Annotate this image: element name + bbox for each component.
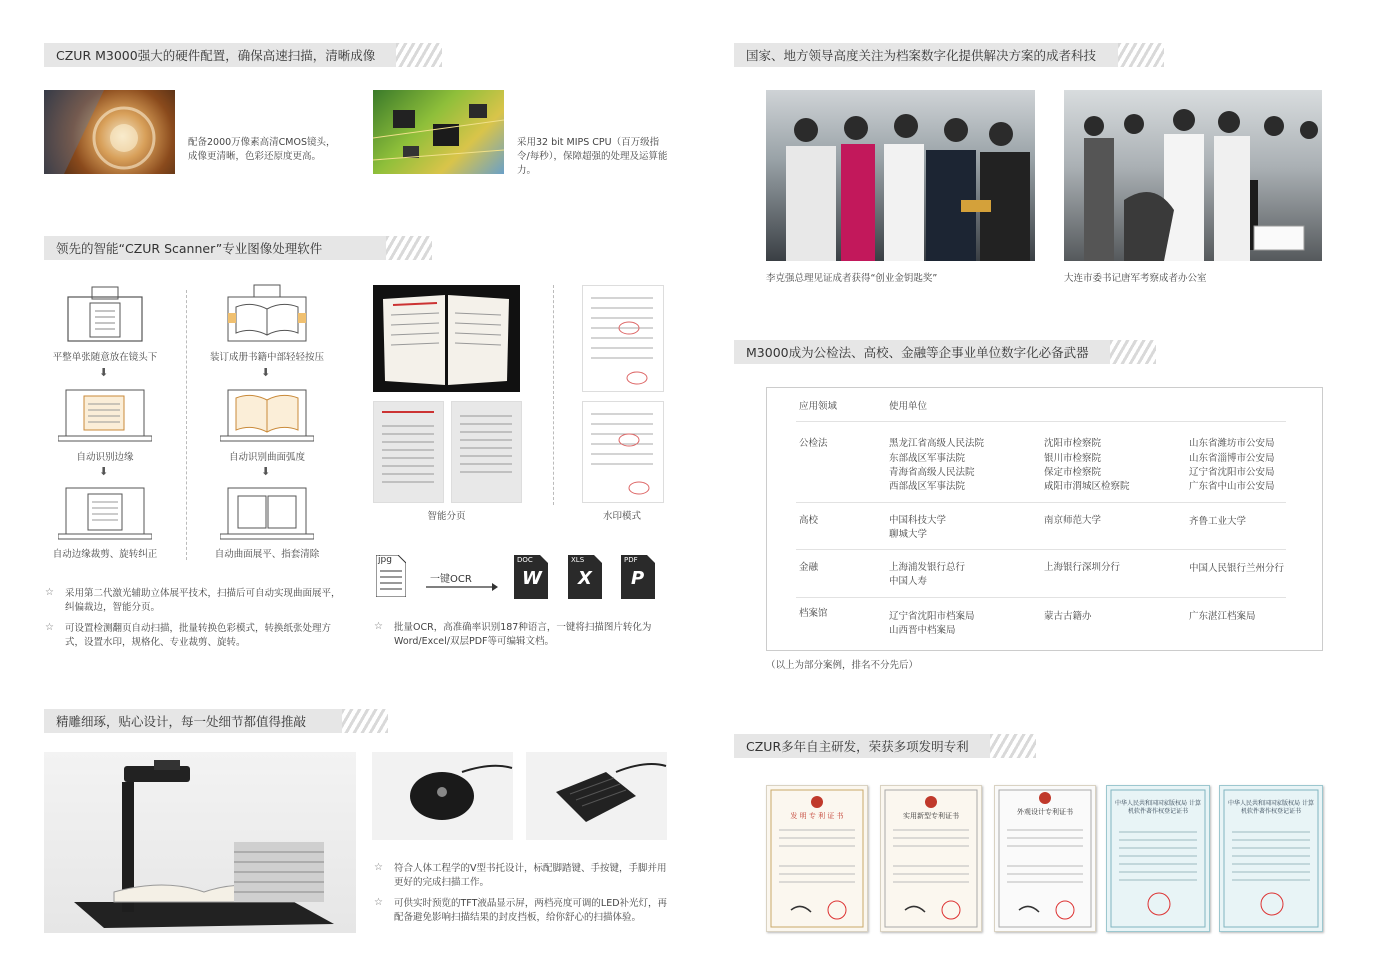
scanner-product-photo — [44, 752, 356, 933]
certificate-graphic — [767, 786, 867, 931]
users-note: （以上为部分案例，排名不分先后） — [766, 660, 919, 671]
split-page-right — [451, 401, 522, 503]
row-unit: 中国人民银行兰州分行 — [1189, 563, 1285, 574]
users-title: M3000成为公检法、高校、金融等企事业单位数字化必备武器 — [734, 340, 1110, 364]
header-decoration — [396, 43, 442, 67]
design-patent-certificate — [994, 785, 1096, 932]
row-unit: 辽宁省沈阳市档案局 — [889, 611, 975, 622]
row-field: 公检法 — [799, 438, 828, 449]
certificate-title: 中华人民共和国国家版权局 计算机软件著作权登记证书 — [1115, 800, 1201, 815]
laptop-flatten-icon — [220, 486, 314, 542]
watermark-caption: 水印模式 — [602, 511, 641, 522]
row-unit: 东部战区军事法院 — [889, 453, 966, 464]
ocr-label: 一键OCR — [430, 574, 472, 585]
office-graphic — [1064, 90, 1322, 261]
pdf-letter: P — [631, 568, 645, 589]
software-bullet1: 采用第二代激光辅助立体展平技术，扫描后可自动实现曲面展平，纠偏裁边，智能分页。 — [65, 588, 341, 613]
software-bullet3: 批量OCR，高准确率识别187种语言，一键将扫描图片转化为Word/Excel/双层PDF等可编辑文档。 — [394, 622, 652, 647]
row-unit: 中国人寿 — [889, 576, 928, 587]
pdf-file-icon — [621, 555, 651, 597]
row-unit: 聊城大学 — [889, 529, 928, 540]
certificate-title: 中华人民共和国国家版权局 计算机软件著作权登记证书 — [1228, 800, 1314, 815]
lens-photo — [44, 90, 175, 174]
down-arrow-icon: ⬇ — [261, 366, 271, 379]
laptop-edge-icon — [58, 388, 152, 444]
page-lines — [452, 402, 521, 502]
row-unit: 广东省中山市公安局 — [1189, 481, 1275, 492]
star-icon: ☆ — [45, 587, 54, 598]
column-divider — [186, 290, 187, 560]
col-header-field: 应用领域 — [799, 401, 838, 412]
hardware-item1-text: 配备2000万像素高清CMOS镜头，成像更清晰，色彩还原度更高。 — [188, 137, 336, 162]
row-unit: 蒙古古籍办 — [1044, 611, 1092, 622]
premier-visit-photo — [766, 90, 1035, 261]
laptop-crop-icon — [58, 486, 152, 542]
hand-button-photo — [372, 752, 513, 840]
word-letter: W — [522, 568, 542, 589]
design-section-header — [44, 709, 388, 733]
row-unit: 西部战区军事法院 — [889, 481, 966, 492]
users-section-header — [734, 340, 1156, 364]
down-arrow-icon: ⬇ — [99, 366, 109, 379]
jpg-file-icon — [376, 555, 406, 597]
doc-label: DOC — [517, 556, 533, 564]
row-unit: 山东省潍坊市公安局 — [1189, 438, 1275, 449]
step-a3-label: 自动边缘裁剪、旋转纠正 — [52, 549, 158, 560]
step-a1-label: 平整单张随意放在镜头下 — [52, 352, 158, 363]
star-icon: ☆ — [374, 621, 383, 632]
leaders-title: 国家、地方领导高度关注为档案数字化提供解决方案的成者科技 — [734, 43, 1118, 67]
hand-button-graphic — [372, 752, 513, 840]
header-decoration — [342, 709, 388, 733]
step-b3-label: 自动曲面展平、指套清除 — [214, 549, 320, 560]
row-unit: 南京师范大学 — [1044, 515, 1102, 526]
header-decoration — [1118, 43, 1164, 67]
doc-file-icon — [514, 555, 544, 597]
patents-section-header — [734, 734, 1036, 758]
design-bullet2: 可供实时预览的TFT液晶显示屏，两档亮度可调的LED补光灯，再配备避免影响扫描结果的封皮挡板，给你舒心的扫描体验。 — [394, 898, 668, 923]
design-title: 精雕细琢，贴心设计，每一处细节都值得推敲 — [44, 709, 342, 733]
hardware-title: CZUR M3000强大的硬件配置，确保高速扫描，清晰成像 — [44, 43, 396, 67]
table-divider — [796, 549, 1286, 550]
row-unit: 黑龙江省高级人民法院 — [889, 438, 985, 449]
software-section-header — [44, 236, 432, 260]
down-arrow-icon: ⬇ — [261, 465, 271, 478]
utility-patent-certificate — [880, 785, 982, 932]
smart-split-caption: 智能分页 — [427, 511, 466, 522]
row-unit: 青海省高级人民法院 — [889, 467, 975, 478]
doc-lines — [583, 402, 663, 502]
split-page-left — [373, 401, 444, 503]
software-copyright-certificate-1 — [1106, 785, 1210, 932]
laptop-curve-icon — [220, 388, 314, 444]
row-unit: 沈阳市检察院 — [1044, 438, 1102, 449]
lens-graphic — [44, 90, 175, 174]
secretary-visit-photo — [1064, 90, 1322, 261]
row-unit: 广东湛江档案局 — [1189, 611, 1256, 622]
certificate-title: 实用新型专利证书 — [903, 812, 959, 820]
certificate-title: 发 明 专 利 证 书 — [790, 812, 844, 820]
book-scan-photo — [373, 285, 520, 392]
software-copyright-certificate-2 — [1219, 785, 1323, 932]
foot-pedal-photo — [526, 752, 667, 840]
right-arrow-icon — [426, 583, 498, 591]
row-unit: 山西晋中档案局 — [889, 625, 956, 636]
software-title: 领先的智能“CZUR Scanner”专业图像处理软件 — [44, 236, 386, 260]
star-icon: ☆ — [374, 862, 383, 873]
column-divider — [553, 285, 554, 505]
photo1-caption: 李克强总理见证成者获得“创业金钥匙奖” — [766, 273, 938, 284]
photo2-caption: 大连市委书记唐军考察成者办公室 — [1064, 273, 1207, 284]
watermark-doc-2 — [582, 401, 664, 503]
row-field: 金融 — [799, 562, 819, 573]
excel-letter: X — [578, 568, 592, 589]
col-header-unit: 使用单位 — [889, 401, 928, 412]
software-bullet2: 可设置检测翻页自动扫描，批量转换色彩模式，转换纸张处理方式，设置水印，规格化、专业裁剪、旋转。 — [65, 623, 332, 648]
scanner-book-press-icon — [222, 283, 312, 345]
star-icon: ☆ — [374, 897, 383, 908]
row-unit: 保定市检察院 — [1044, 467, 1102, 478]
table-divider — [796, 421, 1286, 422]
certificate-graphic — [881, 786, 981, 931]
down-arrow-icon: ⬇ — [99, 465, 109, 478]
row-unit: 齐鲁工业大学 — [1189, 516, 1247, 527]
patents-title: CZUR多年自主研发，荣获多项发明专利 — [734, 734, 990, 758]
design-bullet1: 符合人体工程学的V型书托设计，标配脚踏键、手按键，手脚并用更好的完成扫描工作。 — [394, 863, 667, 888]
row-unit: 山东省淄博市公安局 — [1189, 453, 1275, 464]
scanner-flat-sheet-icon — [60, 285, 150, 345]
circuit-board-photo — [373, 90, 504, 174]
page-lines — [374, 402, 443, 502]
step-b1-label: 装订成册书籍中部轻轻按压 — [209, 352, 324, 363]
row-unit: 中国科技大学 — [889, 515, 947, 526]
row-field: 高校 — [799, 515, 819, 526]
leaders-section-header — [734, 43, 1164, 67]
foot-pedal-graphic — [526, 752, 667, 840]
row-unit: 银川市检察院 — [1044, 453, 1102, 464]
star-icon: ☆ — [45, 622, 54, 633]
open-book-graphic — [373, 285, 520, 392]
xls-label: XLS — [571, 556, 585, 564]
scanner-graphic — [44, 752, 356, 933]
header-decoration — [1110, 340, 1156, 364]
pdf-label: PDF — [624, 556, 638, 564]
crowd-graphic — [766, 90, 1035, 261]
watermark-doc-1 — [582, 285, 664, 392]
row-unit: 咸阳市渭城区检察院 — [1044, 481, 1130, 492]
row-unit: 上海银行深圳分行 — [1044, 562, 1121, 573]
table-divider — [796, 502, 1286, 503]
chip-graphic — [373, 90, 504, 174]
step-a2-label: 自动识别边缘 — [76, 452, 134, 463]
invention-patent-certificate — [766, 785, 868, 932]
header-decoration — [990, 734, 1036, 758]
xls-file-icon — [568, 555, 598, 597]
step-b2-label: 自动识别曲面弧度 — [228, 452, 305, 463]
row-unit: 辽宁省沈阳市公安局 — [1189, 467, 1275, 478]
hardware-item2-text: 采用32 bit MIPS CPU（百万级指令/每秒），保障超强的处理及运算能力。 — [517, 137, 668, 176]
row-field: 档案馆 — [799, 608, 828, 619]
header-decoration — [386, 236, 432, 260]
doc-lines — [583, 286, 663, 391]
certificate-title: 外观设计专利证书 — [1017, 808, 1073, 816]
hardware-section-header — [44, 43, 442, 67]
row-unit: 上海浦发银行总行 — [889, 562, 966, 573]
jpg-label: jpg — [378, 555, 392, 565]
table-divider — [796, 597, 1286, 598]
